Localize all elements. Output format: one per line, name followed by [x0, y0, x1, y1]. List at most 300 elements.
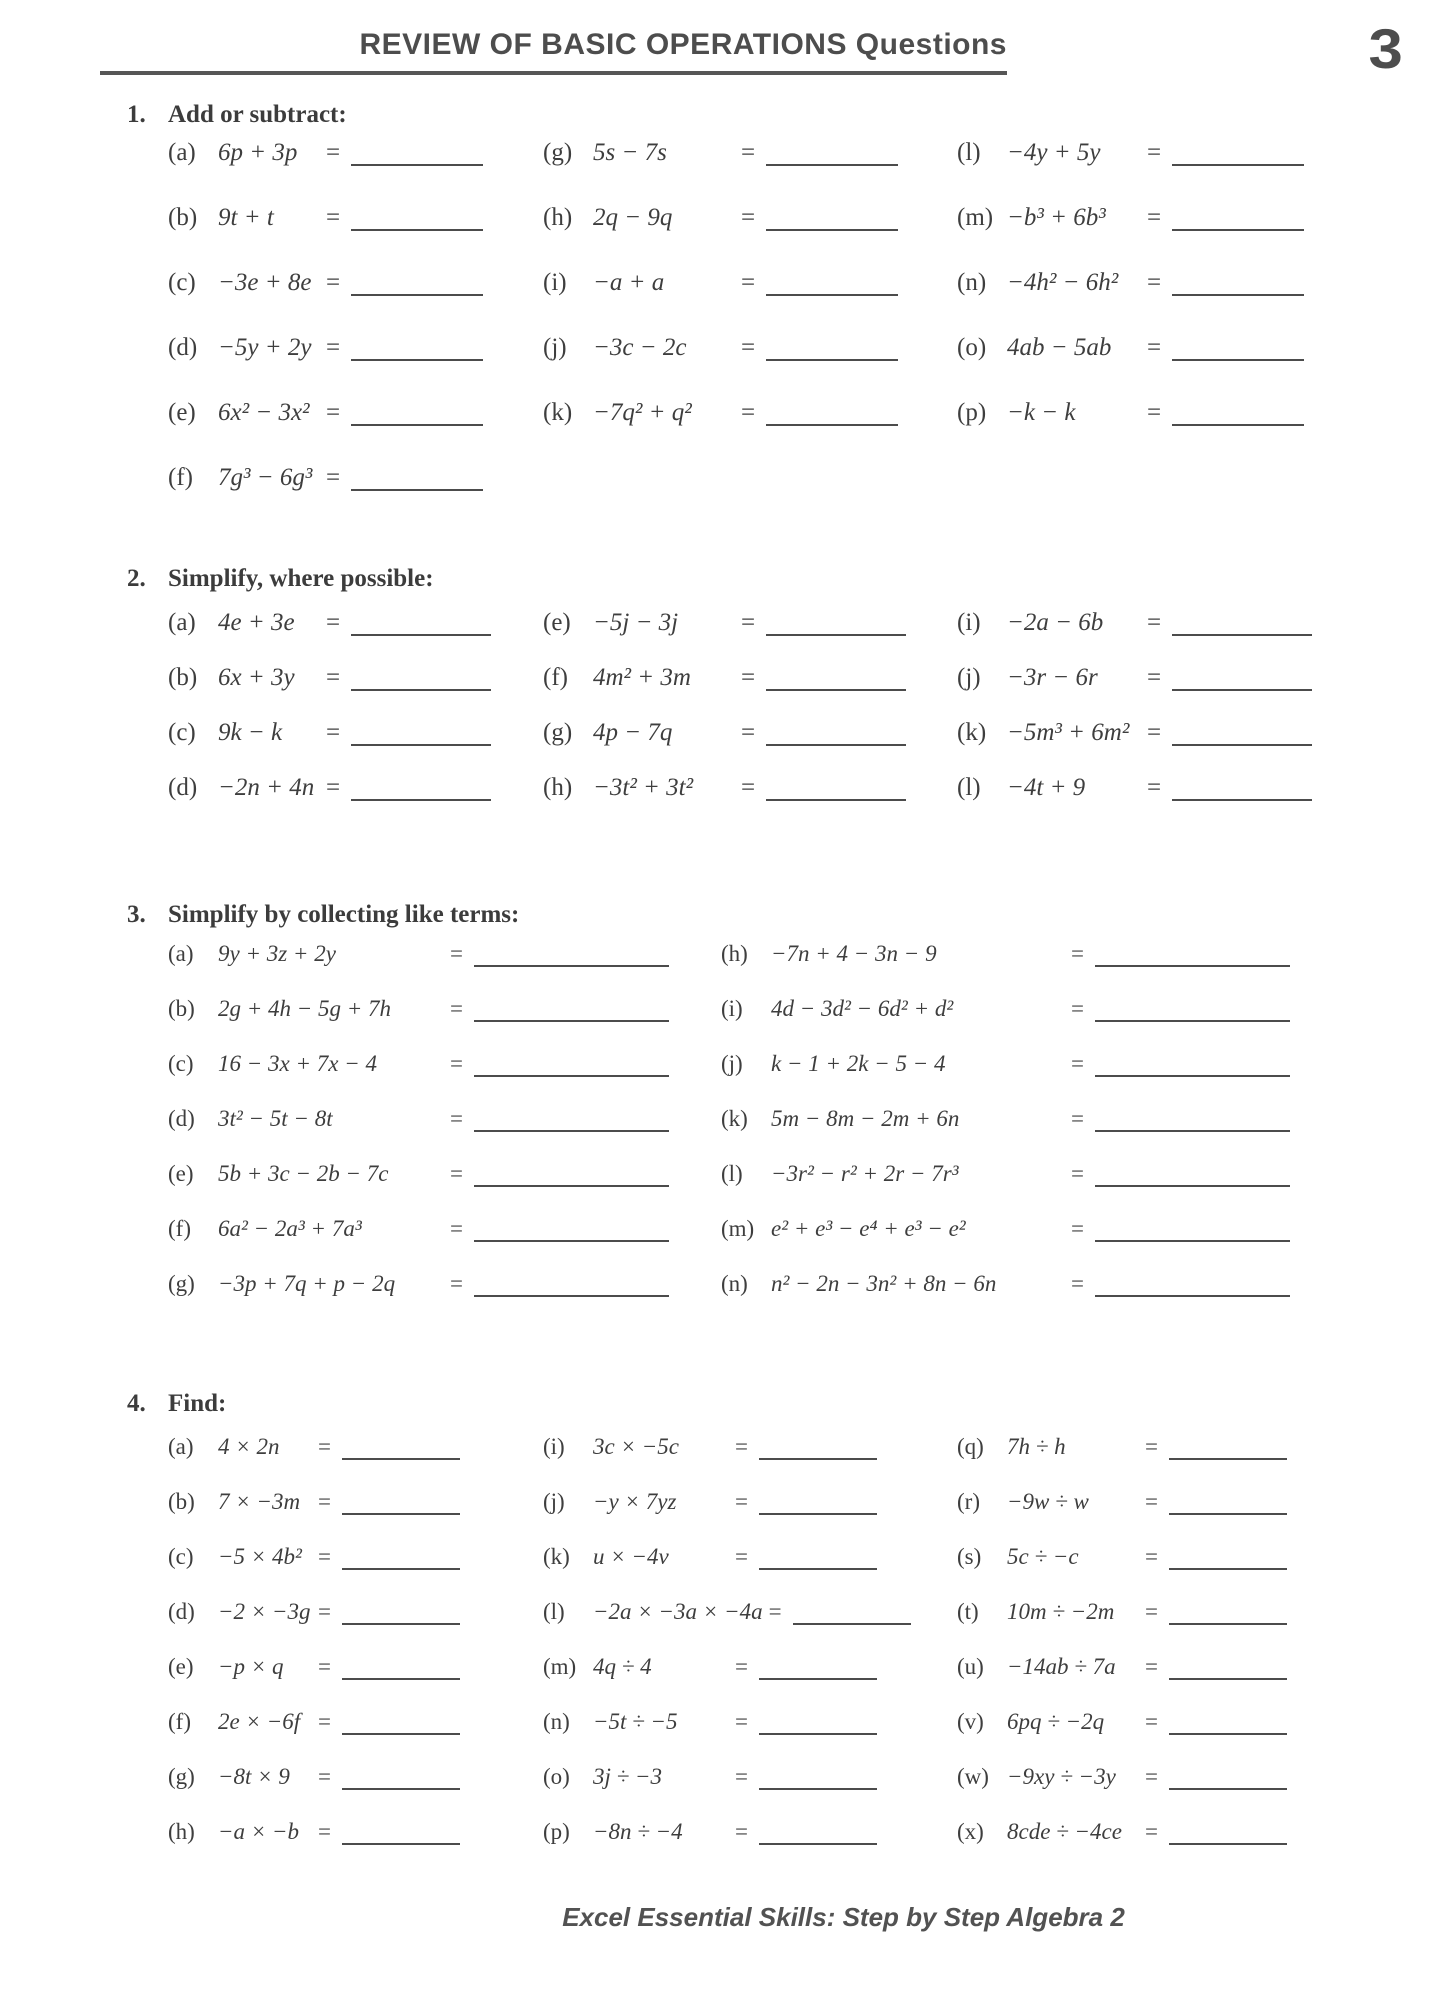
item-label: (m) — [721, 1216, 755, 1241]
item-label: (k) — [957, 719, 987, 746]
answer-blank[interactable] — [766, 229, 898, 231]
item-expression: u × −4v — [593, 1544, 669, 1569]
exercise-item — [168, 1434, 543, 1489]
answer-blank[interactable] — [1095, 965, 1290, 967]
question-number: 2. — [127, 565, 146, 592]
exercise-item — [543, 1819, 957, 1874]
exercise-item — [543, 609, 957, 664]
equals-sign: = — [326, 139, 341, 166]
item-label: (d) — [168, 774, 198, 801]
item-label: (a) — [168, 941, 194, 966]
item-expression: 4q ÷ 4 — [593, 1654, 652, 1679]
answer-blank[interactable] — [766, 634, 906, 636]
equals-sign: = — [1145, 1544, 1158, 1569]
equals-sign: = — [450, 1106, 463, 1131]
question-title: Find: — [168, 1390, 227, 1417]
exercise-item — [168, 1544, 543, 1599]
item-expression: 2g + 4h − 5g + 7h — [218, 996, 392, 1021]
item-expression: −5 × 4b² — [218, 1544, 302, 1569]
equals-sign: = — [1147, 664, 1162, 691]
answer-blank[interactable] — [351, 164, 483, 166]
answer-blank[interactable] — [766, 744, 906, 746]
item-expression: −7q² + q² — [593, 399, 692, 426]
exercise-item — [957, 1764, 1445, 1819]
exercise-item — [168, 996, 721, 1051]
item-expression: 4ab − 5ab — [1007, 334, 1112, 361]
item-label: (c) — [168, 1051, 194, 1076]
exercise-item — [168, 1216, 721, 1271]
answer-blank[interactable] — [474, 965, 669, 967]
item-expression: 9y + 3z + 2y — [218, 941, 336, 966]
exercise-item — [721, 996, 1445, 1051]
question-3 — [127, 901, 1445, 1326]
item-expression: 2q − 9q — [593, 204, 673, 231]
exercise-item — [168, 1051, 721, 1106]
answer-blank[interactable] — [1095, 1185, 1290, 1187]
item-label: (j) — [721, 1051, 743, 1076]
answer-blank[interactable] — [342, 1788, 460, 1790]
question-columns — [168, 941, 1445, 1326]
exercise-item — [168, 399, 543, 464]
answer-blank[interactable] — [1169, 1568, 1287, 1570]
item-expression: 6p + 3p — [218, 139, 298, 166]
exercise-item — [543, 139, 957, 204]
answer-blank[interactable] — [1169, 1843, 1287, 1845]
item-expression: 5b + 3c − 2b − 7c — [218, 1161, 389, 1186]
equals-sign: = — [326, 664, 341, 691]
equals-sign: = — [326, 719, 341, 746]
question-1 — [127, 101, 1445, 529]
item-expression: 7 × −3m — [218, 1489, 301, 1514]
equals-sign: = — [318, 1489, 331, 1514]
item-label: (p) — [957, 399, 987, 426]
item-label: (i) — [543, 269, 567, 296]
exercise-item — [168, 464, 543, 529]
equals-sign: = — [1145, 1489, 1158, 1514]
item-label: (j) — [543, 1489, 565, 1514]
exercise-item — [957, 609, 1445, 664]
question-column — [168, 1434, 543, 1874]
question-4 — [127, 1390, 1445, 1874]
exercise-item — [957, 399, 1445, 464]
equals-sign: = — [741, 204, 756, 231]
item-expression: −k − k — [1007, 399, 1076, 426]
equals-sign: = — [1145, 1709, 1158, 1734]
answer-blank[interactable] — [1095, 1020, 1290, 1022]
exercise-item — [168, 1599, 543, 1654]
item-expression: −a × −b — [218, 1819, 300, 1844]
answer-blank[interactable] — [1172, 294, 1304, 296]
item-label: (r) — [957, 1489, 980, 1514]
item-label: (o) — [543, 1764, 570, 1789]
item-expression: 3t² − 5t − 8t — [218, 1106, 333, 1131]
exercise-item — [957, 334, 1445, 399]
item-expression: −p × q — [218, 1654, 284, 1679]
exercise-item — [721, 941, 1445, 996]
equals-sign: = — [326, 269, 341, 296]
item-label: (a) — [168, 1434, 194, 1459]
exercise-item — [168, 1654, 543, 1709]
item-expression: −7n + 4 − 3n − 9 — [771, 941, 937, 966]
exercise-item — [957, 139, 1445, 204]
equals-sign: = — [450, 1161, 463, 1186]
answer-blank[interactable] — [759, 1843, 877, 1845]
answer-blank[interactable] — [1169, 1513, 1287, 1515]
equals-sign: = — [1147, 609, 1162, 636]
answer-blank[interactable] — [1172, 799, 1312, 801]
exercise-item — [168, 664, 543, 719]
answer-blank[interactable] — [766, 294, 898, 296]
item-label: (e) — [168, 1161, 194, 1186]
item-expression: 4p − 7q — [593, 719, 673, 746]
question-2 — [127, 565, 1445, 829]
answer-blank[interactable] — [342, 1513, 460, 1515]
answer-blank[interactable] — [1095, 1075, 1290, 1077]
item-label: (l) — [721, 1161, 743, 1186]
footer-text: Excel Essential Skills: Step by Step Algebra 2 — [562, 1902, 1125, 1932]
exercise-item — [957, 1709, 1445, 1764]
question-column — [957, 1434, 1445, 1874]
equals-sign: = — [318, 1709, 331, 1734]
equals-sign: = — [318, 1434, 331, 1459]
exercise-item — [721, 1051, 1445, 1106]
answer-blank[interactable] — [351, 799, 491, 801]
question-column — [543, 1434, 957, 1874]
item-label: (g) — [168, 1271, 195, 1296]
equals-sign: = — [318, 1599, 331, 1624]
item-label: (n) — [957, 269, 987, 296]
answer-blank[interactable] — [342, 1458, 460, 1460]
equals-sign: = — [1071, 1161, 1084, 1186]
exercise-item — [168, 1106, 721, 1161]
answer-blank[interactable] — [1169, 1678, 1287, 1680]
equals-sign: = — [450, 941, 463, 966]
item-expression: −a + a — [593, 269, 665, 296]
item-expression: −3c − 2c — [593, 334, 687, 361]
equals-sign: = — [1071, 941, 1084, 966]
equals-sign: = — [735, 1544, 748, 1569]
equals-sign: = — [741, 774, 756, 801]
answer-blank[interactable] — [1172, 164, 1304, 166]
exercise-item — [957, 664, 1445, 719]
item-label: (e) — [543, 609, 571, 636]
item-expression: −8n ÷ −4 — [593, 1819, 683, 1844]
question-columns — [168, 1434, 1445, 1874]
answer-blank[interactable] — [759, 1458, 877, 1460]
answer-blank[interactable] — [342, 1843, 460, 1845]
answer-blank[interactable] — [474, 1185, 669, 1187]
exercise-item — [957, 1599, 1445, 1654]
answer-blank[interactable] — [1172, 744, 1312, 746]
item-expression: −b³ + 6b³ — [1007, 204, 1106, 231]
item-label: (a) — [168, 139, 196, 166]
item-label: (k) — [721, 1106, 748, 1131]
answer-blank[interactable] — [1169, 1623, 1287, 1625]
equals-sign: = — [741, 664, 756, 691]
item-expression: −5y + 2y — [218, 334, 312, 361]
answer-blank[interactable] — [766, 359, 898, 361]
question-column — [168, 941, 721, 1326]
exercise-item — [957, 269, 1445, 334]
answer-blank[interactable] — [1095, 1130, 1290, 1132]
item-expression: 4m² + 3m — [593, 664, 691, 691]
answer-blank[interactable] — [1169, 1788, 1287, 1790]
exercise-item — [957, 1819, 1445, 1874]
item-label: (m) — [957, 204, 994, 231]
exercise-item — [543, 269, 957, 334]
exercise-item — [543, 719, 957, 774]
equals-sign: = — [450, 1051, 463, 1076]
exercise-item — [168, 1161, 721, 1216]
answer-blank[interactable] — [474, 1130, 669, 1132]
item-expression: −14ab ÷ 7a — [1007, 1654, 1116, 1679]
item-expression: −8t × 9 — [218, 1764, 290, 1789]
exercise-item — [543, 334, 957, 399]
item-expression: n² − 2n − 3n² + 8n − 6n — [771, 1271, 997, 1296]
equals-sign: = — [326, 204, 341, 231]
question-heading — [127, 101, 1445, 129]
equals-sign: = — [1145, 1819, 1158, 1844]
item-label: (l) — [957, 139, 981, 166]
item-expression: 16 − 3x + 7x − 4 — [218, 1051, 377, 1076]
equals-sign: = — [741, 269, 756, 296]
item-label: (b) — [168, 664, 198, 691]
item-label: (w) — [957, 1764, 989, 1789]
answer-blank[interactable] — [474, 1075, 669, 1077]
exercise-item — [543, 1764, 957, 1819]
item-expression: 4e + 3e — [218, 609, 295, 636]
answer-blank[interactable] — [759, 1788, 877, 1790]
equals-sign: = — [1147, 399, 1162, 426]
question-heading — [127, 901, 1445, 929]
equals-sign: = — [450, 996, 463, 1021]
answer-blank[interactable] — [766, 424, 898, 426]
exercise-item — [721, 1161, 1445, 1216]
answer-blank[interactable] — [1169, 1458, 1287, 1460]
item-label: (b) — [168, 1489, 195, 1514]
item-expression: 4d − 3d² − 6d² + d² — [771, 996, 954, 1021]
answer-blank[interactable] — [351, 294, 483, 296]
item-label: (s) — [957, 1544, 982, 1569]
exercise-item — [168, 1819, 543, 1874]
equals-sign: = — [1147, 774, 1162, 801]
equals-sign: = — [768, 1599, 782, 1624]
item-expression: k − 1 + 2k − 5 − 4 — [771, 1051, 946, 1076]
item-label: (k) — [543, 1544, 570, 1569]
item-label: (g) — [168, 1764, 195, 1789]
page-title: REVIEW OF BASIC OPERATIONS Questions — [359, 28, 1007, 61]
answer-blank[interactable] — [474, 1240, 669, 1242]
equals-sign: = — [326, 334, 341, 361]
item-label: (v) — [957, 1709, 984, 1734]
exercise-item — [168, 204, 543, 269]
equals-sign: = — [741, 609, 756, 636]
exercise-item — [721, 1106, 1445, 1161]
equals-sign: = — [450, 1216, 463, 1241]
answer-blank[interactable] — [766, 799, 906, 801]
item-label: (b) — [168, 996, 195, 1021]
answer-blank[interactable] — [351, 634, 491, 636]
equals-sign: = — [1071, 1051, 1084, 1076]
item-label: (h) — [168, 1819, 195, 1844]
equals-sign: = — [1147, 139, 1162, 166]
equals-sign: = — [1147, 334, 1162, 361]
answer-blank[interactable] — [766, 689, 906, 691]
item-expression: −3r − 6r — [1007, 664, 1098, 691]
answer-blank[interactable] — [1172, 424, 1304, 426]
exercise-item — [543, 1709, 957, 1764]
answer-blank[interactable] — [1172, 634, 1312, 636]
answer-blank[interactable] — [342, 1678, 460, 1680]
answer-blank[interactable] — [351, 489, 483, 491]
answer-blank[interactable] — [1172, 359, 1304, 361]
answer-blank[interactable] — [766, 164, 898, 166]
exercise-item — [957, 204, 1445, 269]
answer-blank[interactable] — [474, 1020, 669, 1022]
exercise-item — [957, 1544, 1445, 1599]
answer-blank[interactable] — [1095, 1240, 1290, 1242]
equals-sign: = — [735, 1654, 748, 1679]
answer-blank[interactable] — [1172, 689, 1312, 691]
item-label: (j) — [543, 334, 567, 361]
equals-sign: = — [326, 774, 341, 801]
item-label: (f) — [543, 664, 568, 691]
item-expression: −3e + 8e — [218, 269, 312, 296]
item-label: (f) — [168, 1216, 191, 1241]
item-label: (o) — [957, 334, 987, 361]
equals-sign: = — [318, 1544, 331, 1569]
answer-blank[interactable] — [351, 229, 483, 231]
exercise-item — [543, 1434, 957, 1489]
answer-blank[interactable] — [342, 1568, 460, 1570]
item-expression: −2 × −3g — [218, 1599, 311, 1624]
question-number: 4. — [127, 1390, 146, 1417]
equals-sign: = — [741, 334, 756, 361]
question-heading — [127, 1390, 1445, 1418]
question-column — [543, 609, 957, 829]
item-expression: 7h ÷ h — [1007, 1434, 1066, 1459]
question-heading — [127, 565, 1445, 593]
item-label: (g) — [543, 139, 573, 166]
item-label: (k) — [543, 399, 573, 426]
item-label: (m) — [543, 1654, 577, 1679]
item-expression: −3t² + 3t² — [593, 774, 694, 801]
item-expression: 10m ÷ −2m — [1007, 1599, 1115, 1624]
exercise-item — [168, 139, 543, 204]
item-expression: 5s − 7s — [593, 139, 667, 166]
equals-sign: = — [735, 1489, 748, 1514]
question-number: 3. — [127, 901, 146, 928]
answer-blank[interactable] — [351, 424, 483, 426]
answer-blank[interactable] — [474, 1295, 669, 1297]
equals-sign: = — [326, 609, 341, 636]
question-title: Simplify, where possible: — [168, 565, 434, 592]
question-column — [168, 609, 543, 829]
answer-blank[interactable] — [759, 1678, 877, 1680]
exercise-item — [543, 664, 957, 719]
answer-blank[interactable] — [1095, 1295, 1290, 1297]
item-label: (i) — [543, 1434, 565, 1459]
item-expression: 7g³ − 6g³ — [218, 464, 313, 491]
item-expression: −2a × −3a × −4a — [593, 1599, 763, 1624]
equals-sign: = — [326, 399, 341, 426]
answer-blank[interactable] — [793, 1623, 911, 1625]
equals-sign: = — [318, 1654, 331, 1679]
answer-blank[interactable] — [342, 1623, 460, 1625]
item-expression: −5t ÷ −5 — [593, 1709, 678, 1734]
exercise-item — [543, 1489, 957, 1544]
item-expression: 9t + t — [218, 204, 274, 231]
question-column — [957, 139, 1445, 529]
exercise-item — [168, 609, 543, 664]
question-column — [543, 139, 957, 529]
answer-blank[interactable] — [1169, 1733, 1287, 1735]
answer-blank[interactable] — [759, 1568, 877, 1570]
exercise-item — [543, 1654, 957, 1709]
item-label: (t) — [957, 1599, 979, 1624]
item-label: (l) — [957, 774, 981, 801]
item-label: (d) — [168, 1106, 195, 1131]
item-label: (f) — [168, 1709, 191, 1734]
item-expression: 2e × −6f — [218, 1709, 301, 1734]
answer-blank[interactable] — [342, 1733, 460, 1735]
question-title: Add or subtract: — [168, 101, 347, 128]
item-expression: 6x + 3y — [218, 664, 295, 691]
exercise-item — [168, 719, 543, 774]
item-expression: −5m³ + 6m² — [1007, 719, 1130, 746]
exercise-item — [957, 774, 1445, 829]
item-expression: 6pq ÷ −2q — [1007, 1709, 1105, 1734]
item-label: (g) — [543, 719, 573, 746]
question-column — [721, 941, 1445, 1326]
item-label: (i) — [721, 996, 743, 1021]
item-label: (c) — [168, 719, 196, 746]
equals-sign: = — [1147, 269, 1162, 296]
equals-sign: = — [1071, 1216, 1084, 1241]
equals-sign: = — [450, 1271, 463, 1296]
question-title: Simplify by collecting like terms: — [168, 901, 520, 928]
item-expression: 5c ÷ −c — [1007, 1544, 1079, 1569]
exercise-item — [168, 774, 543, 829]
exercise-item — [168, 1271, 721, 1326]
item-label: (a) — [168, 609, 196, 636]
question-column — [168, 139, 543, 529]
item-expression: 5m − 8m − 2m + 6n — [771, 1106, 960, 1131]
answer-blank[interactable] — [759, 1733, 877, 1735]
exercise-item — [543, 774, 957, 829]
question-column — [957, 609, 1445, 829]
answer-blank[interactable] — [351, 744, 491, 746]
equals-sign: = — [1071, 996, 1084, 1021]
exercise-item — [168, 1764, 543, 1819]
exercise-item — [957, 1654, 1445, 1709]
page-number: 3 — [1368, 17, 1403, 80]
item-label: (e) — [168, 399, 196, 426]
equals-sign: = — [735, 1764, 748, 1789]
answer-blank[interactable] — [759, 1513, 877, 1515]
item-label: (p) — [543, 1819, 570, 1844]
item-label: (d) — [168, 334, 198, 361]
equals-sign: = — [1145, 1434, 1158, 1459]
exercise-item — [168, 941, 721, 996]
exercise-item — [721, 1271, 1445, 1326]
answer-blank[interactable] — [1172, 229, 1304, 231]
answer-blank[interactable] — [351, 689, 491, 691]
item-expression: −3r² − r² + 2r − 7r³ — [771, 1161, 959, 1186]
answer-blank[interactable] — [351, 359, 483, 361]
exercise-item — [957, 1434, 1445, 1489]
item-expression: −y × 7yz — [593, 1489, 677, 1514]
